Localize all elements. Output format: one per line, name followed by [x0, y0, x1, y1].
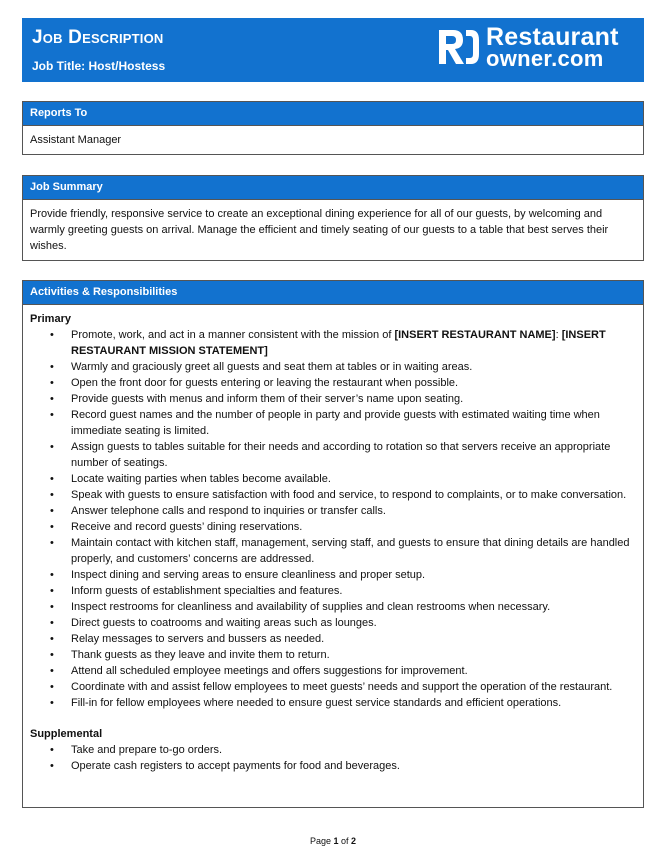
- list-item: • Locate waiting parties when tables become available.: [30, 471, 636, 487]
- primary-label: Primary: [30, 313, 71, 325]
- header-banner: [22, 18, 644, 82]
- list-item: • Operate cash registers to accept payments for food and beverages.: [30, 758, 636, 774]
- logo-word-owner: owner.com: [486, 46, 604, 71]
- list-item: • Take and prepare to-go orders.: [30, 742, 636, 758]
- restaurant-owner-logo: [436, 24, 636, 72]
- footer-page-word: Page: [309, 836, 334, 846]
- list-item: • Answer telephone calls and respond to inquiries or transfer calls.: [30, 503, 636, 519]
- list-item: • Coordinate with and assist fellow employees to meet guests’ needs and support the operation of the restaurant.: [30, 679, 636, 695]
- supplemental-list: [30, 742, 636, 774]
- job-summary-section: [22, 175, 644, 261]
- job-summary-text: Provide friendly, responsive service to create an exceptional dining experience for all of our guests, by welcoming and warmly greeting guests on arrival. Manage the efficient and timely seating of our guests to a table that best serves their wishes.: [30, 208, 609, 252]
- list-item: • Provide guests with menus and inform them of their server’s name upon seating.: [30, 391, 636, 407]
- list-item: • Thank guests as they leave and invite them to return.: [30, 647, 636, 663]
- list-item: • Attend all scheduled employee meetings and offers suggestions for improvement.: [30, 663, 636, 679]
- page-title: Job Description: [32, 27, 164, 48]
- footer-of-word: of: [338, 836, 352, 846]
- primary-list: [30, 327, 636, 711]
- job-summary-heading: Job Summary: [23, 176, 643, 200]
- list-item: • Receive and record guests’ dining reservations.: [30, 519, 636, 535]
- ro-logo-icon: [436, 27, 480, 67]
- activities-heading: Activities & Responsibilities: [23, 281, 643, 305]
- logo-word-restaurant: Restaurant: [486, 23, 619, 51]
- item-text: Promote, work, and act in a manner consistent with the mission of: [71, 329, 395, 341]
- list-item: • Direct guests to coatrooms and waiting areas such as lounges.: [30, 615, 636, 631]
- list-item: • Fill-in for fellow employees where needed to ensure guest service standards and efficient operations.: [30, 695, 636, 711]
- reports-to-text: Assistant Manager: [30, 134, 122, 146]
- job-title: Job Title: Host/Hostess: [32, 59, 166, 73]
- list-item: • Inspect restrooms for cleanliness and availability of supplies and clean restrooms when necessary.: [30, 599, 636, 615]
- placeholder-mission-statement: [INSERT RESTAURANT MISSION STATEMENT]: [71, 329, 606, 357]
- list-item: • Warmly and graciously greet all guests and seat them at tables or in waiting areas.: [30, 359, 636, 375]
- list-item: • Record guest names and the number of people in party and provide guests with estimated waiting time when immediate seating is limited.: [30, 407, 636, 439]
- list-item: • Assign guests to tables suitable for their needs and according to rotation so that servers receive an appropriate number of seatings.: [30, 439, 636, 471]
- supplemental-label: Supplemental: [30, 728, 103, 740]
- list-item: • Speak with guests to ensure satisfaction with food and service, to respond to complaints, or to make conversation.: [30, 487, 636, 503]
- list-item: • Relay messages to servers and bussers as needed.: [30, 631, 636, 647]
- list-item: [30, 327, 636, 359]
- placeholder-restaurant-name: [INSERT RESTAURANT NAME]: [394, 329, 556, 341]
- reports-to-section: [22, 101, 644, 155]
- footer-page-total: 2: [351, 836, 357, 846]
- reports-to-heading: Reports To: [23, 102, 643, 126]
- list-item: • Inform guests of establishment specialties and features.: [30, 583, 636, 599]
- footer-page-number: 1: [333, 836, 339, 846]
- list-item: • Inspect dining and serving areas to ensure cleanliness and proper setup.: [30, 567, 636, 583]
- list-item: • Maintain contact with kitchen staff, management, serving staff, and guests to ensure that dining details are handled properly, and customers’ concerns are addressed.: [30, 535, 636, 567]
- page-footer: [0, 836, 666, 846]
- item-text: :: [555, 329, 562, 341]
- list-item: • Open the front door for guests entering or leaving the restaurant when possible.: [30, 375, 636, 391]
- activities-section: [22, 280, 644, 808]
